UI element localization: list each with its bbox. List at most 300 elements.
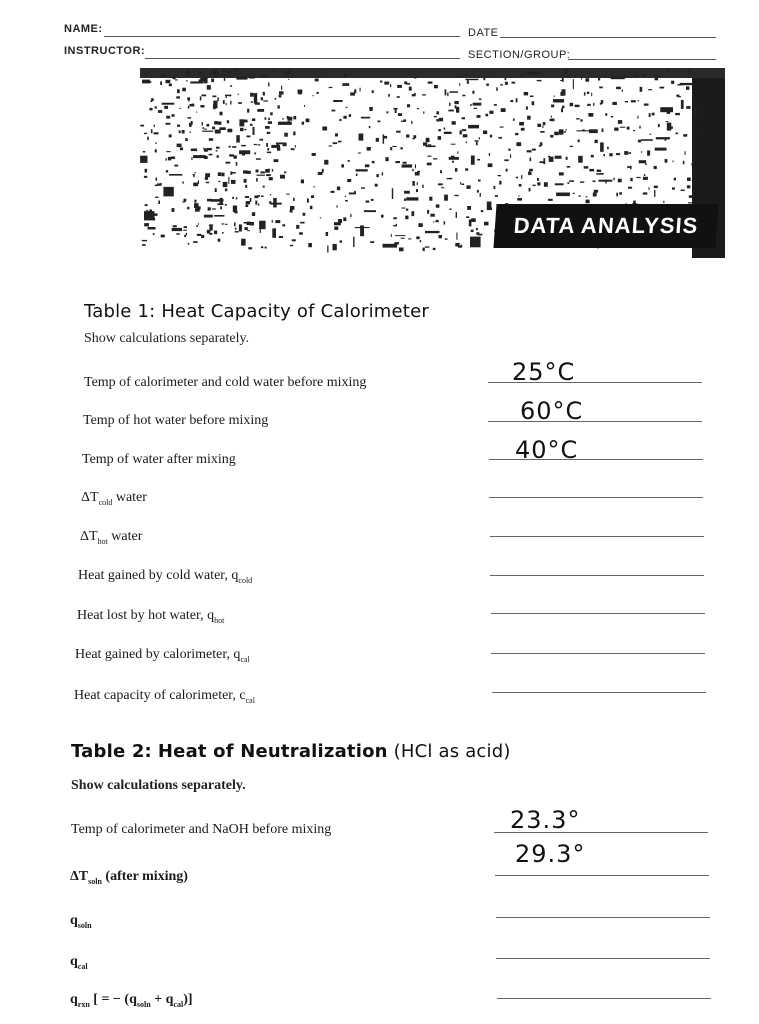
banner-speck [466, 185, 470, 189]
banner-speck [268, 118, 270, 120]
banner-speck [218, 172, 221, 176]
banner-speck [561, 108, 563, 112]
banner-speck [207, 124, 210, 127]
banner-speck [158, 110, 162, 113]
banner-speck [566, 129, 567, 130]
banner-speck [556, 193, 570, 197]
banner-speck [627, 127, 630, 130]
banner-speck [217, 155, 219, 158]
banner-speck [250, 93, 254, 97]
banner-speck [194, 172, 196, 173]
banner-speck [554, 96, 555, 97]
banner-speck [537, 182, 540, 185]
banner-speck [439, 118, 443, 122]
banner-speck [477, 115, 481, 118]
banner-speck [510, 154, 511, 158]
banner-speck [413, 135, 416, 138]
banner-speck [157, 183, 162, 185]
banner-speck [259, 221, 266, 230]
banner-speck [399, 248, 404, 252]
banner-speck [654, 166, 657, 169]
banner-speck [244, 129, 246, 130]
instructor-line[interactable] [145, 58, 460, 59]
banner-speck [361, 117, 370, 119]
banner-speck [519, 122, 524, 126]
banner-speck [271, 145, 280, 148]
banner-speck [427, 210, 429, 214]
banner-speck [196, 225, 198, 227]
banner-speck [548, 156, 550, 157]
banner-speck [169, 84, 172, 87]
banner-speck [490, 72, 491, 75]
banner-speck [499, 181, 501, 185]
banner-speck [190, 104, 195, 107]
banner-speck [272, 169, 273, 172]
banner-speck [218, 181, 220, 182]
name-line[interactable] [104, 36, 460, 37]
banner-speck [312, 95, 313, 96]
banner-speck [687, 178, 691, 181]
banner-speck [430, 214, 434, 217]
banner-speck [211, 70, 215, 73]
banner-speck [425, 246, 429, 247]
banner-speck [360, 88, 361, 92]
banner-speck [304, 105, 305, 107]
banner-speck [593, 193, 597, 197]
banner-speck [456, 212, 457, 218]
banner-speck [456, 107, 459, 113]
banner-speck [166, 158, 167, 161]
banner-speck [249, 76, 255, 79]
section-line[interactable] [568, 59, 716, 60]
t2-row-q-rxn: $q_{rxn}$ [ = − $(q_{soln} + q_{cal})$] [70, 992, 193, 1009]
banner-speck [597, 170, 601, 172]
banner-speck [298, 90, 303, 94]
t1-row-hot-temp: Temp of hot water before mixing [83, 413, 269, 428]
banner-speck [559, 172, 564, 175]
banner-speck [405, 216, 408, 220]
banner-speck [527, 150, 532, 152]
banner-speck [643, 177, 648, 180]
banner-speck [166, 151, 170, 152]
banner-speck [200, 105, 204, 108]
banner-speck [655, 77, 659, 80]
banner-speck [371, 199, 374, 201]
banner-speck [586, 200, 590, 204]
banner-speck [686, 106, 690, 109]
banner-speck [231, 172, 236, 174]
banner-speck [654, 186, 658, 189]
banner-speck [245, 227, 248, 230]
banner-speck [593, 181, 596, 183]
banner-speck [169, 134, 172, 137]
banner-speck [395, 161, 400, 163]
data-analysis-label: DATA ANALYSIS [493, 204, 718, 248]
date-line[interactable] [500, 37, 716, 38]
banner-speck [406, 209, 408, 211]
banner-speck [470, 237, 481, 248]
banner-speck [333, 244, 337, 250]
banner-speck [656, 137, 670, 139]
banner-speck [475, 140, 479, 141]
banner-speck [504, 159, 509, 161]
table2-title [71, 741, 511, 762]
banner-speck [179, 130, 181, 133]
banner-speck [216, 147, 220, 149]
banner-speck [663, 201, 664, 203]
banner-speck [422, 94, 426, 95]
banner-speck [489, 111, 493, 114]
banner-speck [225, 204, 227, 206]
banner-speck [277, 148, 281, 151]
banner-speck [218, 203, 224, 205]
banner-speck [331, 191, 335, 193]
banner-speck [267, 132, 271, 134]
banner-speck [529, 188, 531, 192]
banner-speck [227, 120, 229, 123]
banner-speck [217, 97, 219, 101]
banner-speck [428, 156, 432, 157]
banner-speck [672, 187, 675, 189]
banner-speck [268, 169, 270, 172]
banner-speck [300, 222, 304, 224]
banner-speck [576, 130, 590, 131]
banner-speck [219, 127, 225, 130]
banner-speck [308, 243, 312, 247]
banner-speck [596, 173, 603, 175]
banner-speck [528, 172, 531, 176]
banner-speck [570, 103, 574, 106]
banner-speck [205, 173, 210, 177]
banner-speck [460, 76, 464, 77]
banner-speck [377, 121, 380, 123]
banner-speck [257, 109, 264, 112]
banner-speck [235, 231, 239, 232]
banner-speck [498, 175, 501, 176]
banner-speck [229, 154, 234, 156]
banner-speck [333, 142, 338, 144]
banner-speck [516, 142, 521, 146]
banner-speck [611, 116, 613, 118]
banner-speck [465, 168, 468, 170]
banner-speck [215, 130, 221, 134]
t1-row-q-cal: Heat gained by calorimeter, $q_{cal}$ [75, 647, 250, 664]
banner-speck [296, 225, 299, 229]
banner-speck [425, 231, 440, 233]
banner-speck [212, 127, 215, 130]
banner-speck [407, 104, 410, 107]
banner-speck [385, 157, 388, 161]
banner-speck [252, 118, 255, 121]
banner-speck [481, 210, 484, 212]
banner-speck [372, 161, 375, 163]
banner-speck [247, 222, 251, 226]
banner-speck [433, 158, 437, 159]
banner-speck [418, 223, 422, 227]
banner-speck [168, 157, 171, 161]
banner-speck [166, 80, 171, 83]
banner-speck [676, 95, 679, 97]
banner-speck [278, 105, 280, 108]
banner-speck [203, 77, 207, 83]
banner-speck [240, 128, 244, 131]
banner-speck [551, 116, 552, 118]
banner-speck [530, 158, 532, 162]
banner-speck [382, 172, 383, 175]
t1-answer-line-4[interactable] [489, 497, 703, 498]
t2-row-dt-soln: $\Delta T_{soln}$ (after mixing) [70, 869, 188, 886]
banner-speck [644, 174, 645, 176]
banner-speck [194, 200, 196, 203]
banner-speck [225, 224, 228, 225]
banner-speck [287, 116, 289, 119]
banner-speck [290, 245, 293, 246]
banner-speck [580, 76, 582, 77]
banner-speck [256, 178, 258, 182]
banner-speck [190, 81, 203, 83]
banner-speck [250, 198, 252, 202]
banner-speck [580, 119, 582, 121]
banner-speck [187, 70, 189, 73]
banner-speck [412, 169, 414, 171]
banner-speck [302, 122, 305, 125]
t1-answer-line-8[interactable] [491, 653, 705, 654]
banner-speck [414, 77, 416, 78]
banner-speck [513, 119, 515, 121]
banner-speck [291, 148, 295, 150]
banner-speck [348, 160, 350, 162]
banner-speck [193, 241, 198, 243]
banner-speck [562, 106, 564, 109]
banner-speck [147, 137, 149, 141]
banner-speck [434, 116, 437, 117]
banner-speck [401, 238, 405, 239]
banner-speck [393, 108, 397, 110]
banner-speck [221, 173, 224, 177]
banner-speck [215, 122, 218, 123]
banner-speck [533, 185, 536, 186]
banner-speck [516, 98, 518, 102]
t1-answer-line-6[interactable] [490, 575, 704, 576]
banner-speck [529, 169, 533, 171]
table1-note: Show calculations separately. [84, 331, 250, 346]
banner-speck [471, 156, 475, 165]
banner-speck [197, 206, 201, 209]
banner-speck [182, 182, 184, 184]
t2-answer-line-4[interactable] [496, 958, 710, 959]
banner-speck [532, 101, 535, 105]
banner-speck [638, 100, 640, 101]
banner-speck [623, 75, 626, 78]
banner-speck [241, 145, 246, 147]
banner-speck [213, 104, 216, 109]
banner-speck [155, 197, 159, 198]
banner-speck [193, 175, 195, 177]
banner-speck [397, 96, 400, 98]
banner-speck [639, 160, 647, 163]
banner-speck [369, 126, 371, 128]
banner-speck [166, 116, 170, 119]
banner-speck [600, 142, 604, 151]
banner-speck [644, 104, 649, 106]
banner-speck [526, 106, 528, 109]
t2-answer-line-3[interactable] [496, 917, 710, 918]
banner-speck [288, 79, 289, 80]
banner-speck [527, 116, 531, 120]
banner-speck [350, 214, 351, 217]
banner-speck [416, 189, 418, 192]
banner-speck [370, 241, 374, 243]
banner-speck [412, 181, 415, 186]
banner-speck [444, 132, 452, 134]
banner-speck [242, 153, 245, 155]
banner-speck [215, 188, 217, 192]
banner-speck [207, 199, 212, 202]
banner-speck [326, 232, 329, 236]
banner-speck [384, 82, 389, 85]
banner-speck [505, 78, 507, 81]
banner-speck [393, 146, 397, 147]
banner-speck [354, 89, 356, 93]
banner-speck [162, 72, 163, 76]
banner-speck [226, 95, 227, 98]
banner-speck [279, 95, 282, 98]
banner-speck [334, 227, 338, 230]
banner-speck [145, 169, 148, 173]
banner-speck [589, 169, 594, 172]
banner-speck [625, 101, 628, 102]
table2-title-paren: (HCl as acid) [393, 741, 511, 762]
banner-speck [341, 164, 344, 167]
banner-speck [624, 151, 628, 155]
t1-answer-line-5[interactable] [490, 536, 704, 537]
instructor-label: INSTRUCTOR: [64, 45, 146, 57]
banner-speck [652, 113, 655, 116]
banner-speck [156, 178, 158, 181]
banner-speck [630, 166, 631, 170]
t2-answer-1: 23.3° [510, 806, 581, 834]
banner-speck [269, 177, 273, 180]
banner-speck [172, 228, 182, 231]
banner-speck [642, 74, 646, 77]
banner-speck [226, 103, 227, 105]
banner-speck [279, 91, 284, 94]
banner-speck [500, 84, 503, 85]
banner-speck [681, 190, 685, 191]
banner-speck [638, 140, 641, 143]
banner-speck [494, 186, 496, 189]
banner-speck [636, 75, 638, 77]
banner-speck [320, 217, 321, 218]
banner-speck [232, 197, 234, 199]
banner-speck [182, 88, 186, 92]
banner-speck [591, 155, 594, 158]
t2-answer-line-5[interactable] [497, 998, 711, 999]
banner-speck [356, 174, 358, 177]
banner-speck [409, 87, 412, 91]
banner-speck [589, 129, 598, 133]
banner-speck [261, 97, 263, 100]
banner-speck [477, 190, 479, 193]
banner-speck [392, 188, 393, 199]
t1-answer-line-7[interactable] [491, 613, 705, 614]
banner-speck [622, 89, 623, 92]
banner-speck [537, 80, 542, 81]
banner-speck [238, 94, 239, 95]
table2-title-text: Heat of Neutralization [157, 741, 388, 762]
banner-speck [301, 180, 304, 184]
banner-speck [262, 75, 267, 78]
banner-speck [460, 245, 462, 248]
banner-speck [543, 158, 545, 164]
banner-speck [649, 187, 650, 190]
banner-speck [449, 157, 459, 160]
banner-speck [671, 81, 674, 84]
banner-speck [260, 229, 261, 233]
banner-speck [272, 220, 273, 223]
banner-speck [521, 74, 523, 77]
banner-speck [649, 113, 651, 117]
banner-speck [293, 198, 295, 201]
banner-speck [193, 155, 206, 158]
banner-speck [433, 248, 436, 250]
banner-speck [202, 131, 213, 132]
banner-speck [171, 157, 175, 159]
banner-speck [506, 169, 508, 172]
banner-speck [594, 190, 598, 193]
banner-speck [532, 149, 536, 151]
banner-speck [155, 106, 157, 108]
banner-speck [184, 235, 186, 237]
banner-speck [268, 121, 272, 124]
banner-speck [530, 96, 534, 98]
banner-speck [471, 218, 476, 222]
banner-speck [467, 206, 471, 210]
banner-speck [146, 210, 148, 211]
banner-speck [266, 174, 271, 176]
banner-speck [236, 162, 238, 166]
banner-speck [143, 159, 145, 160]
banner-speck [376, 138, 379, 142]
banner-speck [250, 124, 253, 126]
banner-speck [567, 166, 570, 168]
t2-answer-line-2[interactable] [495, 875, 709, 876]
banner-speck [444, 195, 448, 201]
t1-answer-2: 60°C [520, 397, 584, 425]
banner-speck [310, 206, 313, 209]
banner-speck [674, 178, 676, 181]
banner-speck [153, 213, 158, 216]
banner-speck [402, 164, 413, 167]
banner-speck [270, 112, 273, 115]
banner-speck [664, 139, 666, 140]
banner-speck [358, 153, 361, 154]
banner-speck [155, 142, 156, 144]
banner-speck [462, 129, 466, 131]
banner-speck [180, 148, 183, 151]
banner-speck [411, 121, 412, 124]
banner-speck [265, 247, 267, 249]
banner-speck [270, 194, 271, 195]
banner-speck [315, 79, 319, 82]
banner-speck [629, 152, 632, 154]
banner-speck [200, 96, 202, 100]
banner-speck [236, 197, 238, 199]
banner-speck [578, 140, 580, 143]
t1-answer-line-9[interactable] [492, 692, 706, 693]
banner-speck [230, 85, 232, 87]
banner-speck [234, 74, 239, 76]
